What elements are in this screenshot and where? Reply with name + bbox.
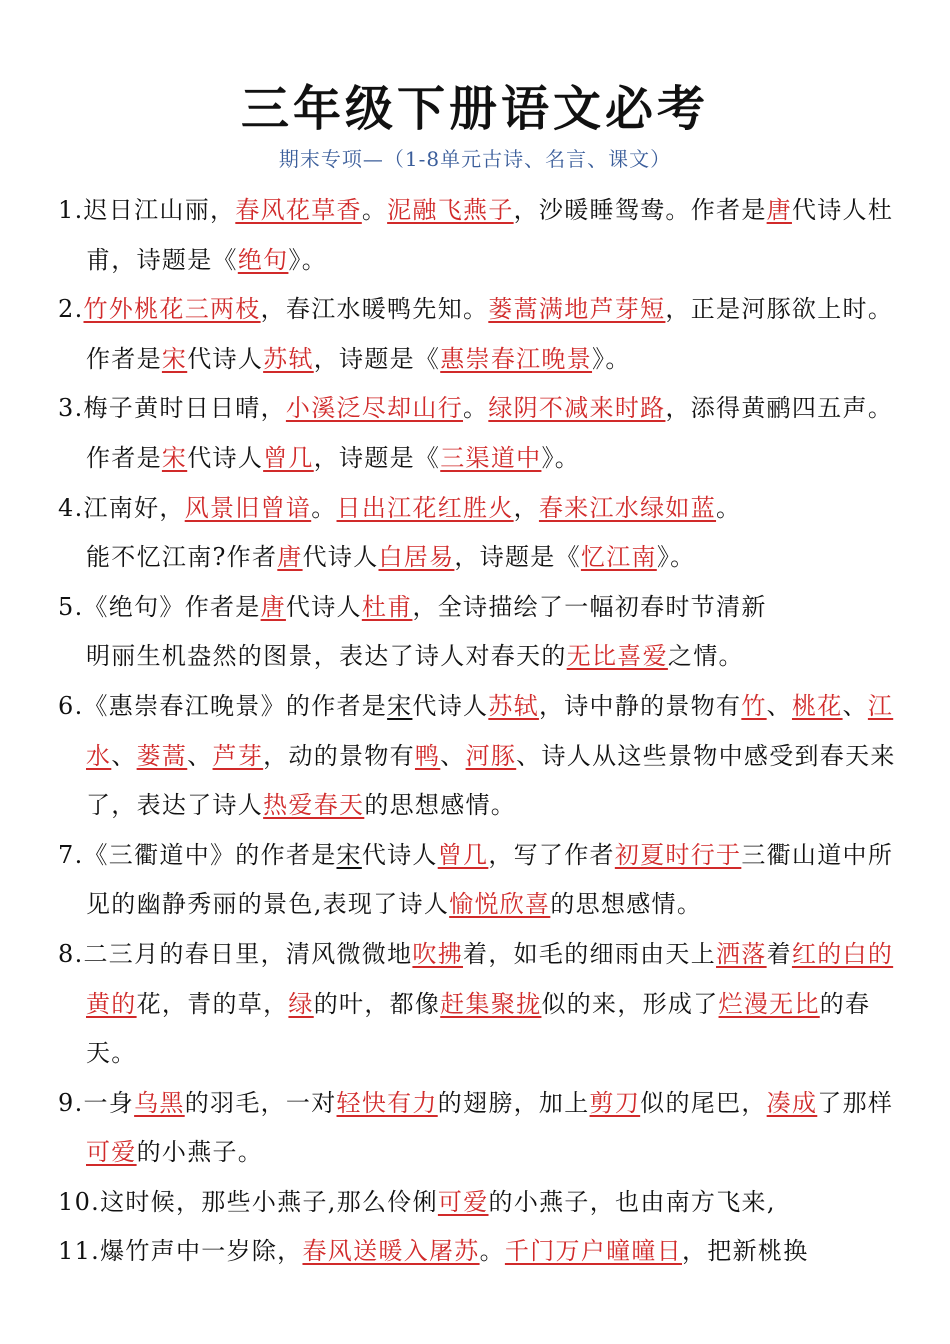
answer-blank: 宋 bbox=[161, 344, 188, 373]
question-item bbox=[58, 484, 898, 583]
question-text: ，全诗描绘了一幅初春时节清新 bbox=[412, 592, 767, 621]
question-text: ，诗中静的景物有 bbox=[538, 691, 742, 720]
question-item bbox=[58, 1227, 898, 1277]
question-text: 明丽生机盎然的图景，表达了诗人对春天的 bbox=[86, 642, 567, 671]
question-text: ，春江水暖鸭先知。 bbox=[260, 295, 489, 324]
question-text: 着，如毛的细雨由天上 bbox=[463, 939, 717, 968]
question-text: 1.迟日江山丽， bbox=[58, 196, 236, 224]
question-text: 似的来，形成了 bbox=[541, 989, 719, 1018]
question-text: ，正是河豚欲上时。作者是 bbox=[86, 295, 894, 373]
answer-blank: 忆江南 bbox=[580, 543, 657, 572]
question-item bbox=[58, 583, 898, 682]
question-text: 。 bbox=[479, 1237, 505, 1266]
answer-blank: 风景旧曾谙 bbox=[184, 493, 312, 522]
question-text: 代诗人 bbox=[361, 840, 438, 869]
question-text: 2. bbox=[58, 295, 84, 324]
answer-blank: 鸭 bbox=[414, 741, 441, 770]
question-text: ，把新桃换 bbox=[682, 1237, 809, 1266]
question-text: ，写了作者 bbox=[488, 840, 615, 869]
underlined-text: 宋 bbox=[387, 691, 413, 720]
question-text: 11.爆竹声中一岁除， bbox=[58, 1237, 303, 1266]
question-text: ，诗题是《 bbox=[454, 543, 581, 572]
page-title: 三年级下册语文必考 bbox=[240, 81, 709, 137]
answer-blank: 可爱 bbox=[437, 1187, 489, 1216]
question-text: 10.这时候，那些小燕子,那么伶俐 bbox=[58, 1187, 438, 1216]
question-text: 8.二三月的春日里，清风微微地 bbox=[58, 939, 413, 968]
answer-blank: 春来江水绿如蓝 bbox=[538, 493, 717, 522]
question-text: 的翅膀，加上 bbox=[437, 1088, 590, 1117]
question-item bbox=[58, 930, 898, 1079]
answer-blank: 江水 bbox=[86, 691, 894, 770]
answer-blank: 小溪泛尽却山行 bbox=[285, 394, 464, 423]
question-text: 之情。 bbox=[667, 642, 744, 671]
question-text: 、 bbox=[187, 741, 213, 770]
question-text: 、诗人从这些景物中感受到春天来了，表达了诗人 bbox=[86, 741, 896, 820]
question-text: 6.《惠崇春江晚景》的作者是 bbox=[58, 691, 388, 720]
answer-blank: 唐 bbox=[766, 196, 792, 224]
answer-blank: 绿 bbox=[288, 989, 314, 1018]
underlined-text: 宋 bbox=[336, 840, 362, 869]
question-text: 4.江南好， bbox=[58, 493, 185, 522]
question-text: 代诗人 bbox=[412, 691, 489, 720]
question-text: ，诗题是《 bbox=[313, 443, 441, 472]
question-item bbox=[58, 1178, 898, 1228]
answer-blank: 白居易 bbox=[378, 543, 455, 572]
answer-blank: 苏轼 bbox=[263, 344, 314, 373]
question-text: 》。 bbox=[288, 245, 328, 274]
question-text: 。 bbox=[716, 493, 742, 522]
answer-blank: 曾几 bbox=[263, 443, 314, 472]
question-text: 、 bbox=[440, 741, 466, 770]
answer-blank: 蒌蒿 bbox=[136, 741, 188, 770]
answer-blank: 桃花 bbox=[791, 691, 843, 720]
answer-blank: 唐 bbox=[277, 543, 303, 572]
question-text: 》。 bbox=[592, 344, 631, 373]
question-text: 代诗人 bbox=[285, 592, 362, 621]
answer-blank: 烂漫无比 bbox=[718, 989, 820, 1018]
question-text: 代诗人 bbox=[187, 344, 264, 373]
answer-blank: 可爱 bbox=[86, 1138, 137, 1167]
question-item bbox=[58, 186, 898, 285]
question-text: 9.一身 bbox=[58, 1088, 135, 1117]
answer-blank: 千门万户曈曈日 bbox=[504, 1237, 682, 1266]
question-text: 能不忆江南?作者 bbox=[86, 543, 278, 572]
question-text: 》。 bbox=[656, 543, 696, 572]
question-text: 、 bbox=[766, 691, 792, 720]
question-text: 的思想感情。 bbox=[364, 791, 517, 820]
question-text: 的小燕子，也由南方飞来, bbox=[488, 1187, 776, 1216]
answer-blank: 无比喜爱 bbox=[566, 642, 668, 671]
question-text: ，添得黄鹂四五声。作者是 bbox=[86, 394, 894, 472]
answer-blank: 绝句 bbox=[237, 245, 289, 274]
answer-blank: 热爱春天 bbox=[263, 791, 365, 820]
question-text: 5.《绝句》作者是 bbox=[58, 592, 261, 621]
answer-blank: 杜甫 bbox=[361, 592, 413, 621]
question-text: 的羽毛，一对 bbox=[184, 1088, 337, 1117]
question-text: ，诗题是《 bbox=[313, 344, 441, 373]
answer-blank: 唐 bbox=[260, 592, 286, 621]
question-text: 着 bbox=[766, 939, 792, 968]
question-text: 的小燕子。 bbox=[136, 1138, 264, 1167]
answer-blank: 河豚 bbox=[465, 741, 517, 770]
question-text: 三衢山道中所见的幽静秀丽的景色,表现了诗人 bbox=[86, 840, 894, 919]
question-text: 的思想感情。 bbox=[550, 890, 703, 919]
answer-blank: 日出江花红胜火 bbox=[336, 493, 514, 522]
answer-blank: 吹拂 bbox=[412, 939, 464, 968]
question-item bbox=[58, 831, 898, 930]
answer-blank: 愉悦欣喜 bbox=[449, 890, 551, 919]
page-subtitle: 期末专项—（1-8单元古诗、名言、课文） bbox=[278, 147, 672, 171]
question-item bbox=[58, 682, 898, 831]
answer-blank: 三渠道中 bbox=[440, 443, 542, 472]
answer-blank: 春风花草香 bbox=[235, 196, 362, 224]
answer-blank: 春风送暖入屠苏 bbox=[302, 1237, 480, 1266]
question-text: 的春天。 bbox=[86, 989, 871, 1068]
answer-blank: 轻快有力 bbox=[336, 1088, 438, 1117]
question-item bbox=[58, 1079, 898, 1178]
question-text: 7.《三衢道中》的作者是 bbox=[58, 840, 337, 869]
question-text: 代诗人 bbox=[187, 443, 264, 472]
answer-blank: 曾几 bbox=[437, 840, 489, 869]
answer-blank: 初夏时行于 bbox=[614, 840, 742, 869]
answer-blank: 乌黑 bbox=[134, 1088, 185, 1117]
question-item bbox=[58, 285, 898, 384]
answer-blank: 凑成 bbox=[766, 1088, 818, 1117]
answer-blank: 剪刀 bbox=[589, 1088, 641, 1117]
answer-blank: 赶集聚拢 bbox=[440, 989, 542, 1018]
question-text: 的叶，都像 bbox=[313, 989, 441, 1018]
question-item bbox=[58, 384, 898, 483]
answer-blank: 绿阴不减来时路 bbox=[488, 394, 666, 423]
question-text: 、 bbox=[842, 691, 868, 720]
question-list bbox=[58, 186, 898, 1277]
answer-blank: 红的白的黄的 bbox=[86, 939, 894, 1018]
question-text: ，动的景物有 bbox=[263, 741, 415, 770]
question-text: 了那样 bbox=[817, 1088, 894, 1117]
question-text: 。 bbox=[361, 196, 388, 224]
answer-blank: 宋 bbox=[161, 443, 188, 472]
question-text: 代诗人杜甫，诗题是《 bbox=[86, 196, 894, 274]
answer-blank: 竹外桃花三两枝 bbox=[83, 295, 261, 324]
question-text: ，沙暖睡鸳鸯。作者是 bbox=[513, 196, 767, 224]
question-text: 花，青的草， bbox=[136, 989, 289, 1018]
question-text: 代诗人 bbox=[302, 543, 379, 572]
answer-blank: 泥融飞燕子 bbox=[387, 196, 514, 224]
answer-blank: 芦芽 bbox=[212, 741, 264, 770]
answer-blank: 洒落 bbox=[716, 939, 767, 968]
question-text: 似的尾巴， bbox=[640, 1088, 767, 1117]
question-text: 。 bbox=[463, 394, 489, 423]
question-text: 3.梅子黄时日日晴， bbox=[58, 394, 286, 423]
answer-blank: 竹 bbox=[741, 691, 767, 720]
answer-blank: 苏轼 bbox=[488, 691, 539, 720]
answer-blank: 蒌蒿满地芦芽短 bbox=[488, 295, 666, 324]
question-text: 》。 bbox=[541, 443, 581, 472]
question-text: ， bbox=[513, 493, 539, 522]
answer-blank: 惠崇春江晚景 bbox=[440, 344, 593, 373]
question-text: 、 bbox=[111, 741, 137, 770]
question-text: 。 bbox=[311, 493, 337, 522]
